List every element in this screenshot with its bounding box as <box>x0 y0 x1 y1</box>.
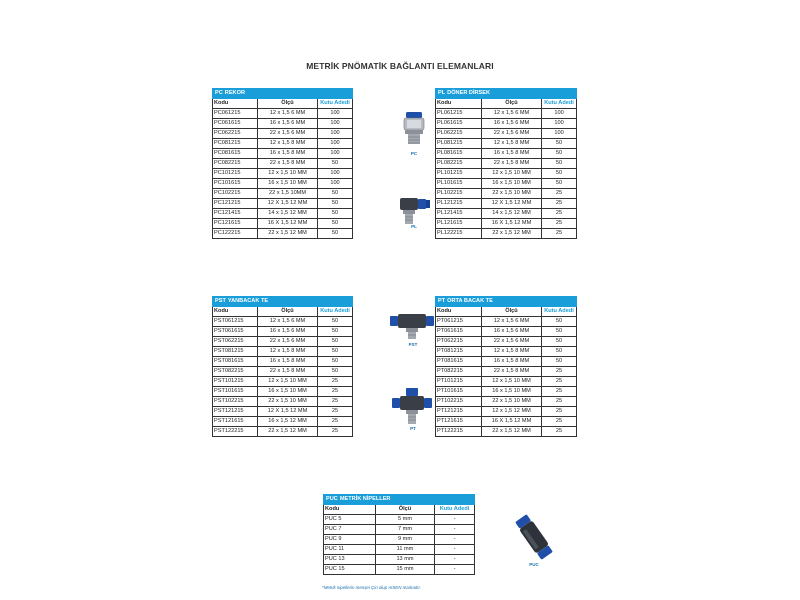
cell-box: 50 <box>542 317 577 327</box>
column-header-box: Kutu Adedi <box>435 505 475 515</box>
cell-box: 50 <box>542 169 577 179</box>
cell-code: PC121415 <box>213 209 258 219</box>
footnote: *Metrik nipellerin menşei Çin olup AISEN markadır. <box>322 585 421 590</box>
cell-box: 25 <box>542 417 577 427</box>
cell-box: 50 <box>318 209 353 219</box>
puc-table <box>323 494 475 575</box>
cell-box: 25 <box>542 427 577 437</box>
table-row <box>213 159 353 169</box>
cell-code: PST061215 <box>213 317 258 327</box>
cell-code: PT061615 <box>436 327 482 337</box>
cell-size: 22 x 1,5 12 MM <box>482 427 542 437</box>
table-header-bar <box>213 89 353 99</box>
table-row <box>213 417 353 427</box>
cell-code: PL121615 <box>436 219 482 229</box>
table-row <box>324 535 475 545</box>
cell-size: 12 x 1,5 6 MM <box>482 109 542 119</box>
cell-size: 11 mm <box>376 545 435 555</box>
cell-code: PC121215 <box>213 199 258 209</box>
cell-size: 16 x 1,5 6 MM <box>482 327 542 337</box>
cell-box: 25 <box>542 367 577 377</box>
cell-code: PST082215 <box>213 367 258 377</box>
cell-size: 12 x 1,5 6 MM <box>258 109 318 119</box>
cell-size: 14 x 1,5 12 MM <box>482 209 542 219</box>
cell-size: 22 x 1,5 12 MM <box>258 229 318 239</box>
cell-size: 22 x 1,5 10 MM <box>482 397 542 407</box>
table-row <box>436 387 577 397</box>
cell-box: 25 <box>318 417 353 427</box>
page-title: METRİK PNÖMATİK BAĞLANTI ELEMANLARI <box>306 61 494 71</box>
cell-box: - <box>435 535 475 545</box>
cell-code: PL121215 <box>436 199 482 209</box>
cell-box: 100 <box>318 179 353 189</box>
cell-box: 50 <box>318 159 353 169</box>
table-row <box>324 555 475 565</box>
product-name: REKOR <box>224 90 245 96</box>
cell-box: 100 <box>318 129 353 139</box>
cell-code: PL121415 <box>436 209 482 219</box>
cell-code: PST121215 <box>213 407 258 417</box>
column-header-size: Ölçü <box>376 505 435 515</box>
table-row <box>436 199 577 209</box>
cell-code: PT101215 <box>436 377 482 387</box>
cell-size: 12 x 1,5 8 MM <box>482 139 542 149</box>
cell-code: PST081615 <box>213 357 258 367</box>
cell-size: 12 x 1,5 8 MM <box>482 347 542 357</box>
table-row <box>436 377 577 387</box>
cell-box: 50 <box>318 347 353 357</box>
cell-size: 22 x 1,5 10 MM <box>258 397 318 407</box>
cell-code: PUC 7 <box>324 525 376 535</box>
cell-size: 12 X 1,5 12 MM <box>258 407 318 417</box>
table-row <box>436 357 577 367</box>
cell-code: PC081615 <box>213 149 258 159</box>
cell-box: 100 <box>318 169 353 179</box>
table-row <box>213 209 353 219</box>
table-row <box>213 387 353 397</box>
cell-code: PL062215 <box>436 129 482 139</box>
column-header-size: Ölçü <box>258 307 318 317</box>
cell-code: PC062215 <box>213 129 258 139</box>
table-row <box>324 545 475 555</box>
table-row <box>436 169 577 179</box>
table-row <box>436 139 577 149</box>
cell-size: 16 x 1,5 8 MM <box>258 357 318 367</box>
table-header-bar <box>324 495 475 505</box>
cell-box: 50 <box>542 159 577 169</box>
pl-table <box>435 88 577 239</box>
cell-size: 16 X 1,5 12 MM <box>482 417 542 427</box>
column-header-row <box>436 307 577 317</box>
cell-size: 16 x 1,5 10 MM <box>482 179 542 189</box>
table-row <box>436 407 577 417</box>
cell-code: PC102215 <box>213 189 258 199</box>
cell-box: 50 <box>318 229 353 239</box>
column-header-row <box>213 307 353 317</box>
table-row <box>213 337 353 347</box>
cell-box: 100 <box>542 119 577 129</box>
pl-elbow-icon <box>394 190 434 226</box>
column-header-code: Kodu <box>213 99 258 109</box>
cell-code: PL101215 <box>436 169 482 179</box>
cell-box: 25 <box>318 377 353 387</box>
pst-table <box>212 296 353 437</box>
cell-code: PL081615 <box>436 149 482 159</box>
cell-box: 100 <box>542 129 577 139</box>
column-header-size: Ölçü <box>482 307 542 317</box>
cell-code: PT121215 <box>436 407 482 417</box>
cell-size: 22 x 1,5 6 MM <box>482 337 542 347</box>
cell-size: 22 x 1,5 6 MM <box>482 129 542 139</box>
cell-code: PST061615 <box>213 327 258 337</box>
table-header-bar <box>213 297 353 307</box>
cell-size: 22 x 1,5 8 MM <box>482 367 542 377</box>
cell-size: 16 x 1,5 8 MM <box>258 149 318 159</box>
pl-image-label: PL <box>411 224 417 229</box>
column-header-code: Kodu <box>436 99 482 109</box>
table-row <box>436 189 577 199</box>
column-header-row <box>213 99 353 109</box>
cell-box: 50 <box>318 367 353 377</box>
cell-code: PT101615 <box>436 387 482 397</box>
cell-size: 12 x 1,5 10 MM <box>258 377 318 387</box>
cell-code: PC082215 <box>213 159 258 169</box>
cell-box: - <box>435 555 475 565</box>
cell-code: PUC 15 <box>324 565 376 575</box>
cell-code: PUC 11 <box>324 545 376 555</box>
cell-box: 100 <box>318 139 353 149</box>
cell-box: 25 <box>318 427 353 437</box>
table-row <box>213 219 353 229</box>
cell-code: PST121615 <box>213 417 258 427</box>
product-name: YANBACAK TE <box>227 298 269 304</box>
cell-code: PT102215 <box>436 397 482 407</box>
puc-union-icon <box>514 512 554 562</box>
product-name: DÖNER DİRSEK <box>447 90 491 96</box>
product-code: PT <box>438 298 446 304</box>
pt-image-label: PT <box>410 426 416 431</box>
table-row <box>213 397 353 407</box>
cell-code: PUC 9 <box>324 535 376 545</box>
cell-size: 16 x 1,5 10 MM <box>258 387 318 397</box>
product-code: PC <box>215 90 223 96</box>
cell-code: PC121615 <box>213 219 258 229</box>
cell-code: PST122215 <box>213 427 258 437</box>
cell-box: 50 <box>318 337 353 347</box>
cell-size: 12 x 1,5 6 MM <box>258 317 318 327</box>
table-header-bar <box>436 297 577 307</box>
table-row <box>213 367 353 377</box>
cell-code: PL122215 <box>436 229 482 239</box>
cell-size: 16 x 1,5 8 MM <box>482 149 542 159</box>
cell-box: 25 <box>318 407 353 417</box>
cell-size: 16 x 1,5 6 MM <box>482 119 542 129</box>
table-row <box>436 367 577 377</box>
table-row <box>436 397 577 407</box>
cell-size: 16 x 1,5 10 MM <box>258 179 318 189</box>
cell-code: PST102215 <box>213 397 258 407</box>
table-row <box>213 189 353 199</box>
cell-box: 50 <box>542 357 577 367</box>
cell-box: 50 <box>542 179 577 189</box>
table-row <box>436 327 577 337</box>
table-row <box>213 179 353 189</box>
cell-code: PC101215 <box>213 169 258 179</box>
column-header-row <box>436 99 577 109</box>
table-row <box>436 417 577 427</box>
cell-size: 16 X 1,5 12 MM <box>258 219 318 229</box>
product-code: PUC <box>326 496 338 502</box>
table-row <box>213 119 353 129</box>
cell-box: 25 <box>542 209 577 219</box>
cell-size: 12 X 1,5 12 MM <box>482 199 542 209</box>
cell-box: 100 <box>318 109 353 119</box>
table-row <box>213 317 353 327</box>
cell-box: 25 <box>542 219 577 229</box>
pc-fitting-icon <box>392 110 436 148</box>
cell-box: 50 <box>318 317 353 327</box>
column-header-size: Ölçü <box>482 99 542 109</box>
table-row <box>213 149 353 159</box>
table-row <box>436 119 577 129</box>
table-row <box>436 337 577 347</box>
cell-box: 25 <box>542 229 577 239</box>
table-row <box>436 219 577 229</box>
table-row <box>213 357 353 367</box>
column-header-code: Kodu <box>436 307 482 317</box>
column-header-box: Kutu Adedi <box>542 99 577 109</box>
table-row <box>213 109 353 119</box>
cell-code: PC101615 <box>213 179 258 189</box>
cell-box: - <box>435 565 475 575</box>
cell-box: 25 <box>542 189 577 199</box>
table-row <box>213 427 353 437</box>
pt-tee-icon <box>390 386 436 426</box>
pst-image-label: PST <box>408 342 418 347</box>
cell-box: 50 <box>318 327 353 337</box>
cell-box: 25 <box>542 199 577 209</box>
cell-size: 16 x 1,5 6 MM <box>258 327 318 337</box>
cell-box: 25 <box>542 387 577 397</box>
cell-size: 22 x 1,5 12 MM <box>258 427 318 437</box>
cell-box: - <box>435 545 475 555</box>
table-row <box>324 525 475 535</box>
cell-box: 100 <box>318 119 353 129</box>
cell-code: PST062215 <box>213 337 258 347</box>
cell-size: 14 x 1,5 12 MM <box>258 209 318 219</box>
table-row <box>213 347 353 357</box>
cell-size: 22 x 1,5 6 MM <box>258 337 318 347</box>
pc-table <box>212 88 353 239</box>
cell-box: - <box>435 525 475 535</box>
table-row <box>213 377 353 387</box>
table-row <box>436 317 577 327</box>
cell-code: PT081615 <box>436 357 482 367</box>
cell-size: 15 mm <box>376 565 435 575</box>
cell-code: PC122215 <box>213 229 258 239</box>
cell-code: PC061215 <box>213 109 258 119</box>
cell-size: 16 x 1,5 12 MM <box>258 417 318 427</box>
cell-code: PC061615 <box>213 119 258 129</box>
cell-size: 9 mm <box>376 535 435 545</box>
cell-code: PUC 5 <box>324 515 376 525</box>
cell-code: PT062215 <box>436 337 482 347</box>
cell-box: 50 <box>318 357 353 367</box>
cell-box: 50 <box>542 149 577 159</box>
cell-size: 7 mm <box>376 525 435 535</box>
cell-box: 25 <box>318 387 353 397</box>
cell-code: PL061215 <box>436 109 482 119</box>
cell-box: 50 <box>318 219 353 229</box>
cell-size: 12 x 1,5 10 MM <box>258 169 318 179</box>
cell-code: PL102215 <box>436 189 482 199</box>
cell-code: PT081215 <box>436 347 482 357</box>
cell-size: 12 x 1,5 10 MM <box>482 377 542 387</box>
table-row <box>436 229 577 239</box>
cell-box: 25 <box>542 407 577 417</box>
table-row <box>213 327 353 337</box>
cell-code: PT122215 <box>436 427 482 437</box>
puc-image-label: PUC <box>529 562 539 567</box>
cell-size: 22 x 1,5 10MM <box>258 189 318 199</box>
table-header-bar <box>436 89 577 99</box>
cell-code: PST101615 <box>213 387 258 397</box>
cell-size: 22 x 1,5 10 MM <box>482 189 542 199</box>
column-header-box: Kutu Adedi <box>318 307 353 317</box>
cell-size: 12 x 1,5 10 MM <box>482 169 542 179</box>
cell-size: 16 x 1,5 6 MM <box>258 119 318 129</box>
cell-box: 25 <box>318 397 353 407</box>
table-row <box>213 407 353 417</box>
table-row <box>436 149 577 159</box>
pst-tee-icon <box>388 308 438 340</box>
cell-size: 22 x 1,5 8 MM <box>258 367 318 377</box>
cell-code: PL081215 <box>436 139 482 149</box>
table-row <box>436 347 577 357</box>
table-row <box>213 199 353 209</box>
cell-size: 22 x 1,5 8 MM <box>258 159 318 169</box>
cell-code: PT061215 <box>436 317 482 327</box>
cell-box: 25 <box>542 397 577 407</box>
cell-box: - <box>435 515 475 525</box>
table-row <box>436 179 577 189</box>
cell-size: 5 mm <box>376 515 435 525</box>
cell-box: 50 <box>542 337 577 347</box>
product-code: PST <box>215 298 226 304</box>
table-row <box>436 209 577 219</box>
cell-code: PT121615 <box>436 417 482 427</box>
cell-size: 12 X 1,5 12 MM <box>258 199 318 209</box>
cell-box: 50 <box>318 199 353 209</box>
table-row <box>324 565 475 575</box>
cell-size: 12 x 1,5 8 MM <box>258 139 318 149</box>
column-header-code: Kodu <box>213 307 258 317</box>
cell-code: PST081215 <box>213 347 258 357</box>
cell-size: 12 x 1,5 8 MM <box>258 347 318 357</box>
cell-box: 25 <box>542 377 577 387</box>
cell-code: PUC 13 <box>324 555 376 565</box>
table-row <box>436 159 577 169</box>
cell-code: PT082215 <box>436 367 482 377</box>
table-row <box>324 515 475 525</box>
pc-image-label: PC <box>410 151 418 156</box>
cell-code: PL082215 <box>436 159 482 169</box>
pt-table <box>435 296 577 437</box>
cell-box: 50 <box>542 327 577 337</box>
cell-box: 50 <box>542 139 577 149</box>
cell-size: 22 x 1,5 6 MM <box>258 129 318 139</box>
column-header-box: Kutu Adedi <box>542 307 577 317</box>
column-header-box: Kutu Adedi <box>318 99 353 109</box>
table-row <box>213 129 353 139</box>
cell-code: PL061615 <box>436 119 482 129</box>
cell-size: 22 x 1,5 12 MM <box>482 229 542 239</box>
table-row <box>213 139 353 149</box>
table-row <box>213 169 353 179</box>
column-header-code: Kodu <box>324 505 376 515</box>
cell-size: 12 x 1,5 6 MM <box>482 317 542 327</box>
product-code: PL <box>438 90 446 96</box>
cell-size: 12 x 1,5 12 MM <box>482 407 542 417</box>
table-row <box>436 129 577 139</box>
product-name: METRİK NİPELLER <box>339 496 391 502</box>
column-header-size: Ölçü <box>258 99 318 109</box>
cell-box: 100 <box>318 149 353 159</box>
cell-size: 16 x 1,5 10 MM <box>482 387 542 397</box>
table-row <box>436 109 577 119</box>
cell-box: 100 <box>542 109 577 119</box>
product-name: ORTA BACAK TE <box>447 298 493 304</box>
cell-box: 50 <box>542 347 577 357</box>
table-row <box>436 427 577 437</box>
cell-size: 16 x 1,5 8 MM <box>482 357 542 367</box>
cell-size: 22 x 1,5 8 MM <box>482 159 542 169</box>
cell-box: 50 <box>318 189 353 199</box>
cell-code: PC081215 <box>213 139 258 149</box>
cell-code: PST101215 <box>213 377 258 387</box>
cell-code: PL101615 <box>436 179 482 189</box>
cell-size: 16 X 1,5 12 MM <box>482 219 542 229</box>
table-row <box>213 229 353 239</box>
column-header-row <box>324 505 475 515</box>
cell-size: 13 mm <box>376 555 435 565</box>
